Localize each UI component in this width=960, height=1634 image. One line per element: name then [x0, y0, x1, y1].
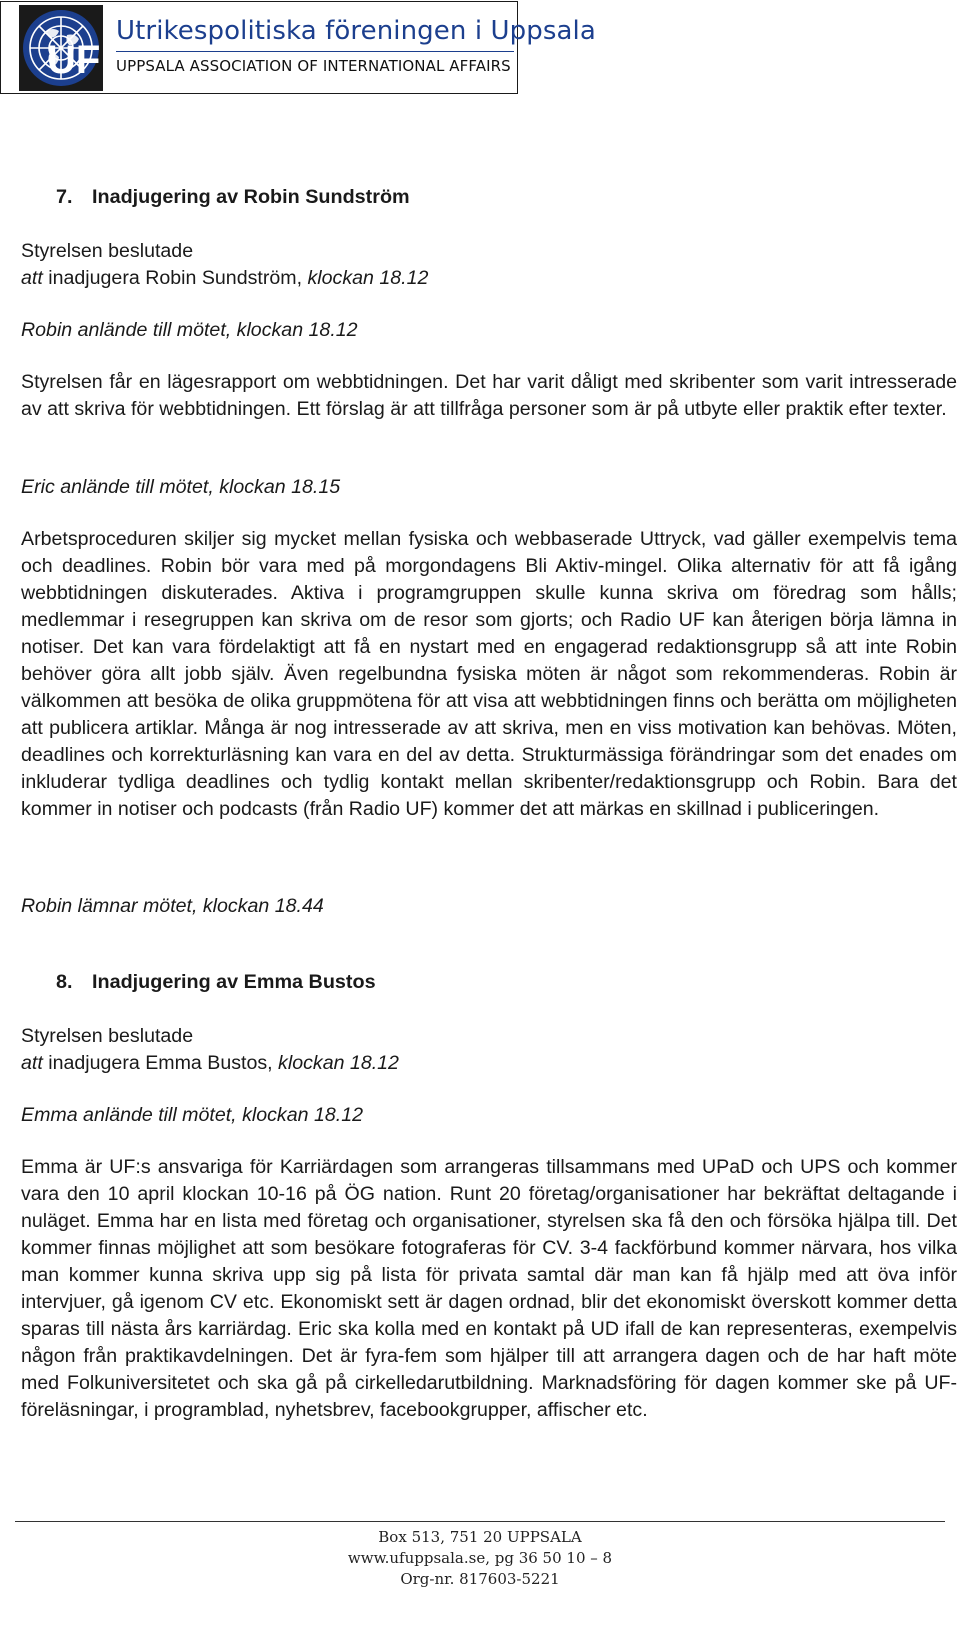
section-7-decision: [21, 238, 957, 292]
section-8-decision: [21, 1023, 957, 1077]
footer-org-number: Org-nr. 817603-5221: [400, 1570, 560, 1588]
section-7-heading: [56, 186, 410, 209]
decision-intro: Styrelsen beslutade: [21, 240, 194, 262]
footer-web-phone: www.ufuppsala.se, pg 36 50 10 – 8: [347, 1549, 613, 1567]
section-number: 7.: [56, 186, 73, 208]
decision-intro: Styrelsen beslutade: [21, 1025, 194, 1047]
organization-name-en: UPPSALA ASSOCIATION OF INTERNATIONAL AFFAIRS: [116, 57, 511, 75]
page-footer: [0, 1527, 960, 1590]
un-emblem-icon: [19, 5, 103, 91]
footer-address: Box 513, 751 20 UPPSALA: [378, 1528, 582, 1546]
departure-note: Robin lämnar mötet, klockan 18.44: [21, 895, 324, 917]
section-8-paragraph-1: Emma är UF:s ansvariga för Karriärdagen som arrangeras tillsammans med UPaD och UPS och kommer vara den 10 april klockan 10-16 på ÖG nation. Runt 20 företag/organisationer har bekräftat deltagande i nuläget. Emma har en lista med företag och organisationer, styrelsen ska få den och försöka hjälpa till. Det kommer finnas möjlighet att som besökare fotograferas för CV. 3-4 fackförbund kommer närvara, hos vilka man kommer kunna skriva upp sig på lista för privata samtal där man kan få hjälp med att öva inför intervjuer, gå igenom CV etc. Ekonomiskt sett är dagen ordnad, blir det ekonomiskt överskott kommer detta sparas till nästa års karriärdag. Eric ska kolla med en kontakt på UD ifall de kan representeras, exempelvis någon från praktikavdelningen. Det är fyra-fem som hjälper till att arrangera dagen och de har haft möte med Folkuniversitetet och ska gå på cirkelledarutbildning. Marknadsföring för dagen kommer ske på UF-föreläsningar, i programblad, nyhetsbrev, facebookgrupper, affischer etc.: [21, 1156, 957, 1421]
arrival-note-eric: Eric anlände till mötet, klockan 18.15: [21, 476, 341, 498]
footer-divider: [15, 1521, 945, 1522]
section-number: 8.: [56, 971, 73, 993]
section-8-heading: [56, 971, 376, 994]
arrival-note-emma: Emma anlände till mötet, klockan 18.12: [21, 1104, 363, 1126]
logo-divider: [116, 51, 514, 52]
section-title: Inadjugering av Robin Sundström: [92, 186, 410, 208]
decision-line: att inadjugera Robin Sundström, klockan 18.12: [21, 267, 429, 289]
section-title: Inadjugering av Emma Bustos: [92, 971, 376, 993]
section-7-paragraph-2: Arbetsproceduren skiljer sig mycket mellan fysiska och webbaserade Uttryck, vad gäller exempelvis tema och deadlines. Robin bör vara med på morgondagens Bli Aktiv-mingel. Olika alternativ för att få igång webbtidningen diskuterades. Aktiva i programgruppen skulle kunna skriva om föredrag som hålls; medlemmar i resegruppen kan skriva om de resor som gjorts; och Radio UF kan återigen börja lämna in notiser. Det kan vara fördelaktigt att få en nystart med en engagerad redaktionsgrupp så att inte Robin behöver göra allt jobb själv. Även regelbundna fysiska möten är något som rekommenderas. Robin är välkommen att besöka de olika gruppmötena för att visa att webbtidningen finns och berätta om möjligheten att publicera artiklar. Många är nog intresserade av att skriva, men en viss motivation kan behövas. Möten, deadlines och korrekturläsning kan vara en del av detta. Strukturmässiga förändringar som det enades om inkluderar tydliga deadlines och tydlig kontakt mellan skribenter/redaktionsgrupp och Robin. Bara det kommer in notiser och podcasts (från Radio UF) kommer det att märkas en skillnad i publiceringen.: [21, 528, 957, 820]
svg-text:UF: UF: [47, 38, 101, 82]
organization-logo: [0, 1, 596, 94]
decision-line: att inadjugera Emma Bustos, klockan 18.12: [21, 1052, 399, 1074]
arrival-note: Robin anlände till mötet, klockan 18.12: [21, 319, 358, 341]
section-7-paragraph-1: Styrelsen får en lägesrapport om webbtidningen. Det har varit dåligt med skribenter som varit intresserade av att skriva för webbtidningen. Ett förslag är att tillfråga personer som är på utbyte eller praktik efter texter.: [21, 371, 957, 420]
organization-name-sv: Utrikespolitiska föreningen i Uppsala: [116, 16, 596, 46]
